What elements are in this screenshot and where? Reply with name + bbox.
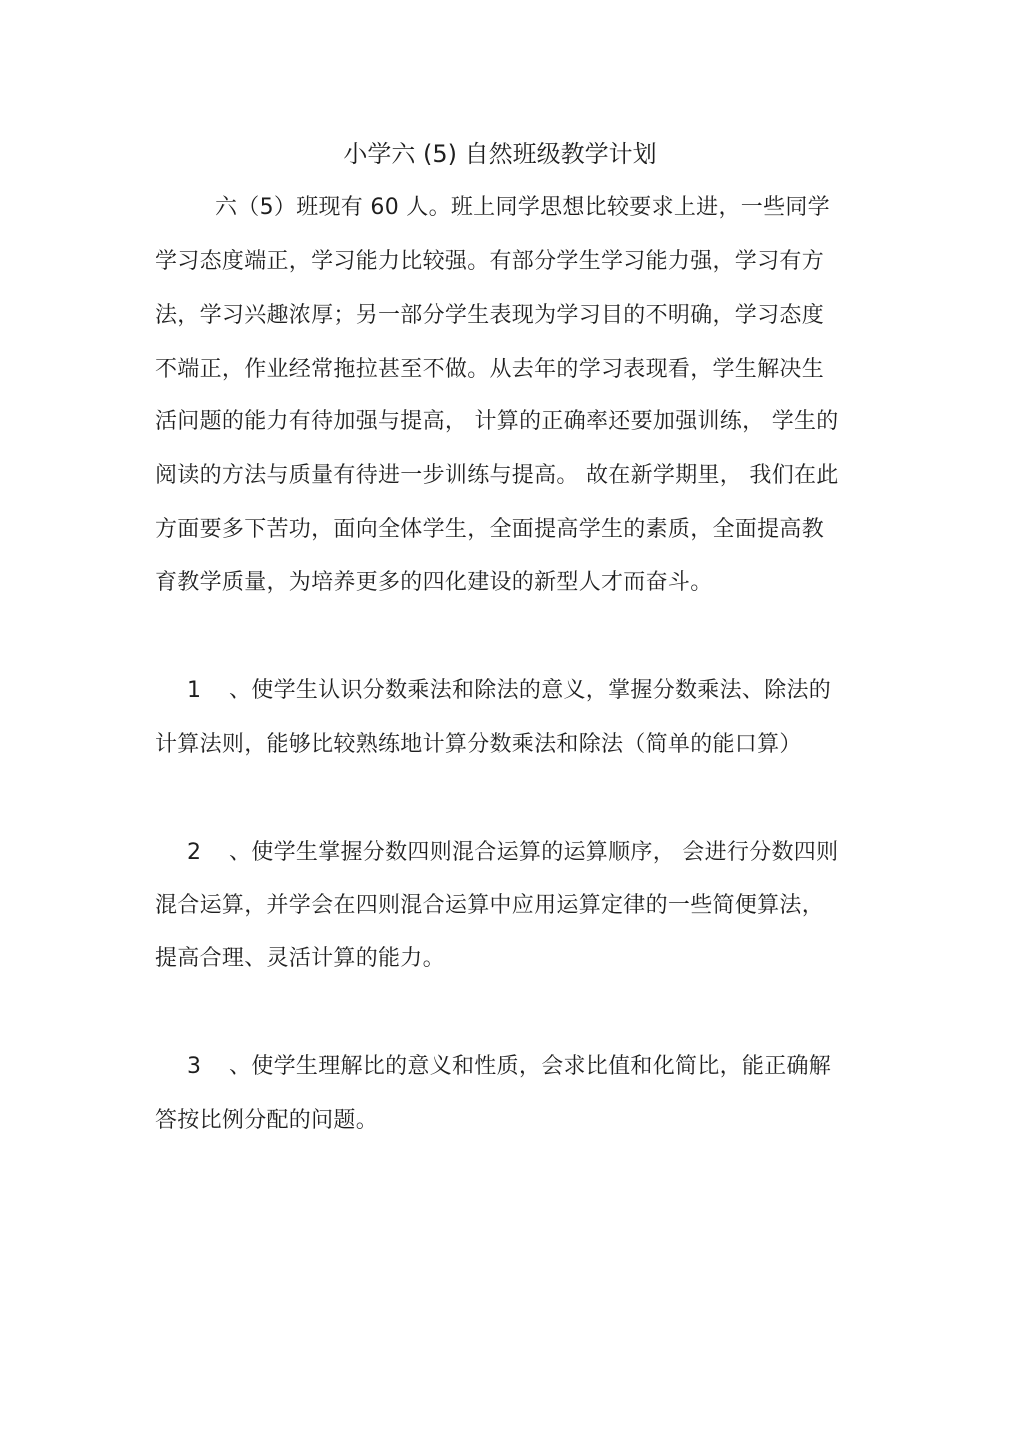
document-title: 小学六 (5) 自然班级教学计划 xyxy=(343,140,657,168)
intro-line: 学习态度端正，学习能力比较强。有部分学生学习能力强，学习有方 xyxy=(155,249,825,274)
intro-line: 方面要多下苦功，面向全体学生，全面提高学生的素质，全面提高教 xyxy=(155,517,825,542)
goal-number: 2 xyxy=(187,840,202,865)
intro-line: 活问题的能力有待加强与提高， 计算的正确率还要加强训练， 学生的 xyxy=(155,409,839,434)
intro-line: 六（5）班现有 60 人。班上同学思想比较要求上进，一些同学 xyxy=(215,195,830,220)
goal-item-1-first-line xyxy=(187,676,831,706)
goal-item-2-line: 提高合理、灵活计算的能力。 xyxy=(155,946,445,971)
goal-item-3-line: 答按比例分配的问题。 xyxy=(155,1108,379,1133)
intro-line: 育教学质量，为培养更多的四化建设的新型人才而奋斗。 xyxy=(155,570,713,595)
goal-number: 3 xyxy=(187,1054,202,1079)
intro-line: 阅读的方法与质量有待进一步训练与提高。 故在新学期里， 我们在此 xyxy=(155,463,839,488)
goal-text: 、使学生认识分数乘法和除法的意义，掌握分数乘法、除法的 xyxy=(229,678,832,703)
goal-text: 、使学生理解比的意义和性质，会求比值和化简比，能正确解 xyxy=(229,1054,832,1079)
intro-line: 法，学习兴趣浓厚；另一部分学生表现为学习目的不明确，学习态度 xyxy=(155,303,825,328)
goal-item-1-line: 计算法则，能够比较熟练地计算分数乘法和除法（简单的能口算） xyxy=(155,732,802,757)
goal-item-2-line: 混合运算，并学会在四则混合运算中应用运算定律的一些简便算法， xyxy=(155,893,825,918)
goal-item-3-first-line xyxy=(187,1052,831,1082)
goal-text: 、使学生掌握分数四则混合运算的运算顺序， 会进行分数四则 xyxy=(229,840,839,865)
goal-number: 1 xyxy=(187,678,202,703)
goal-item-2-first-line xyxy=(187,838,838,868)
intro-line: 不端正，作业经常拖拉甚至不做。从去年的学习表现看，学生解决生 xyxy=(155,357,825,382)
